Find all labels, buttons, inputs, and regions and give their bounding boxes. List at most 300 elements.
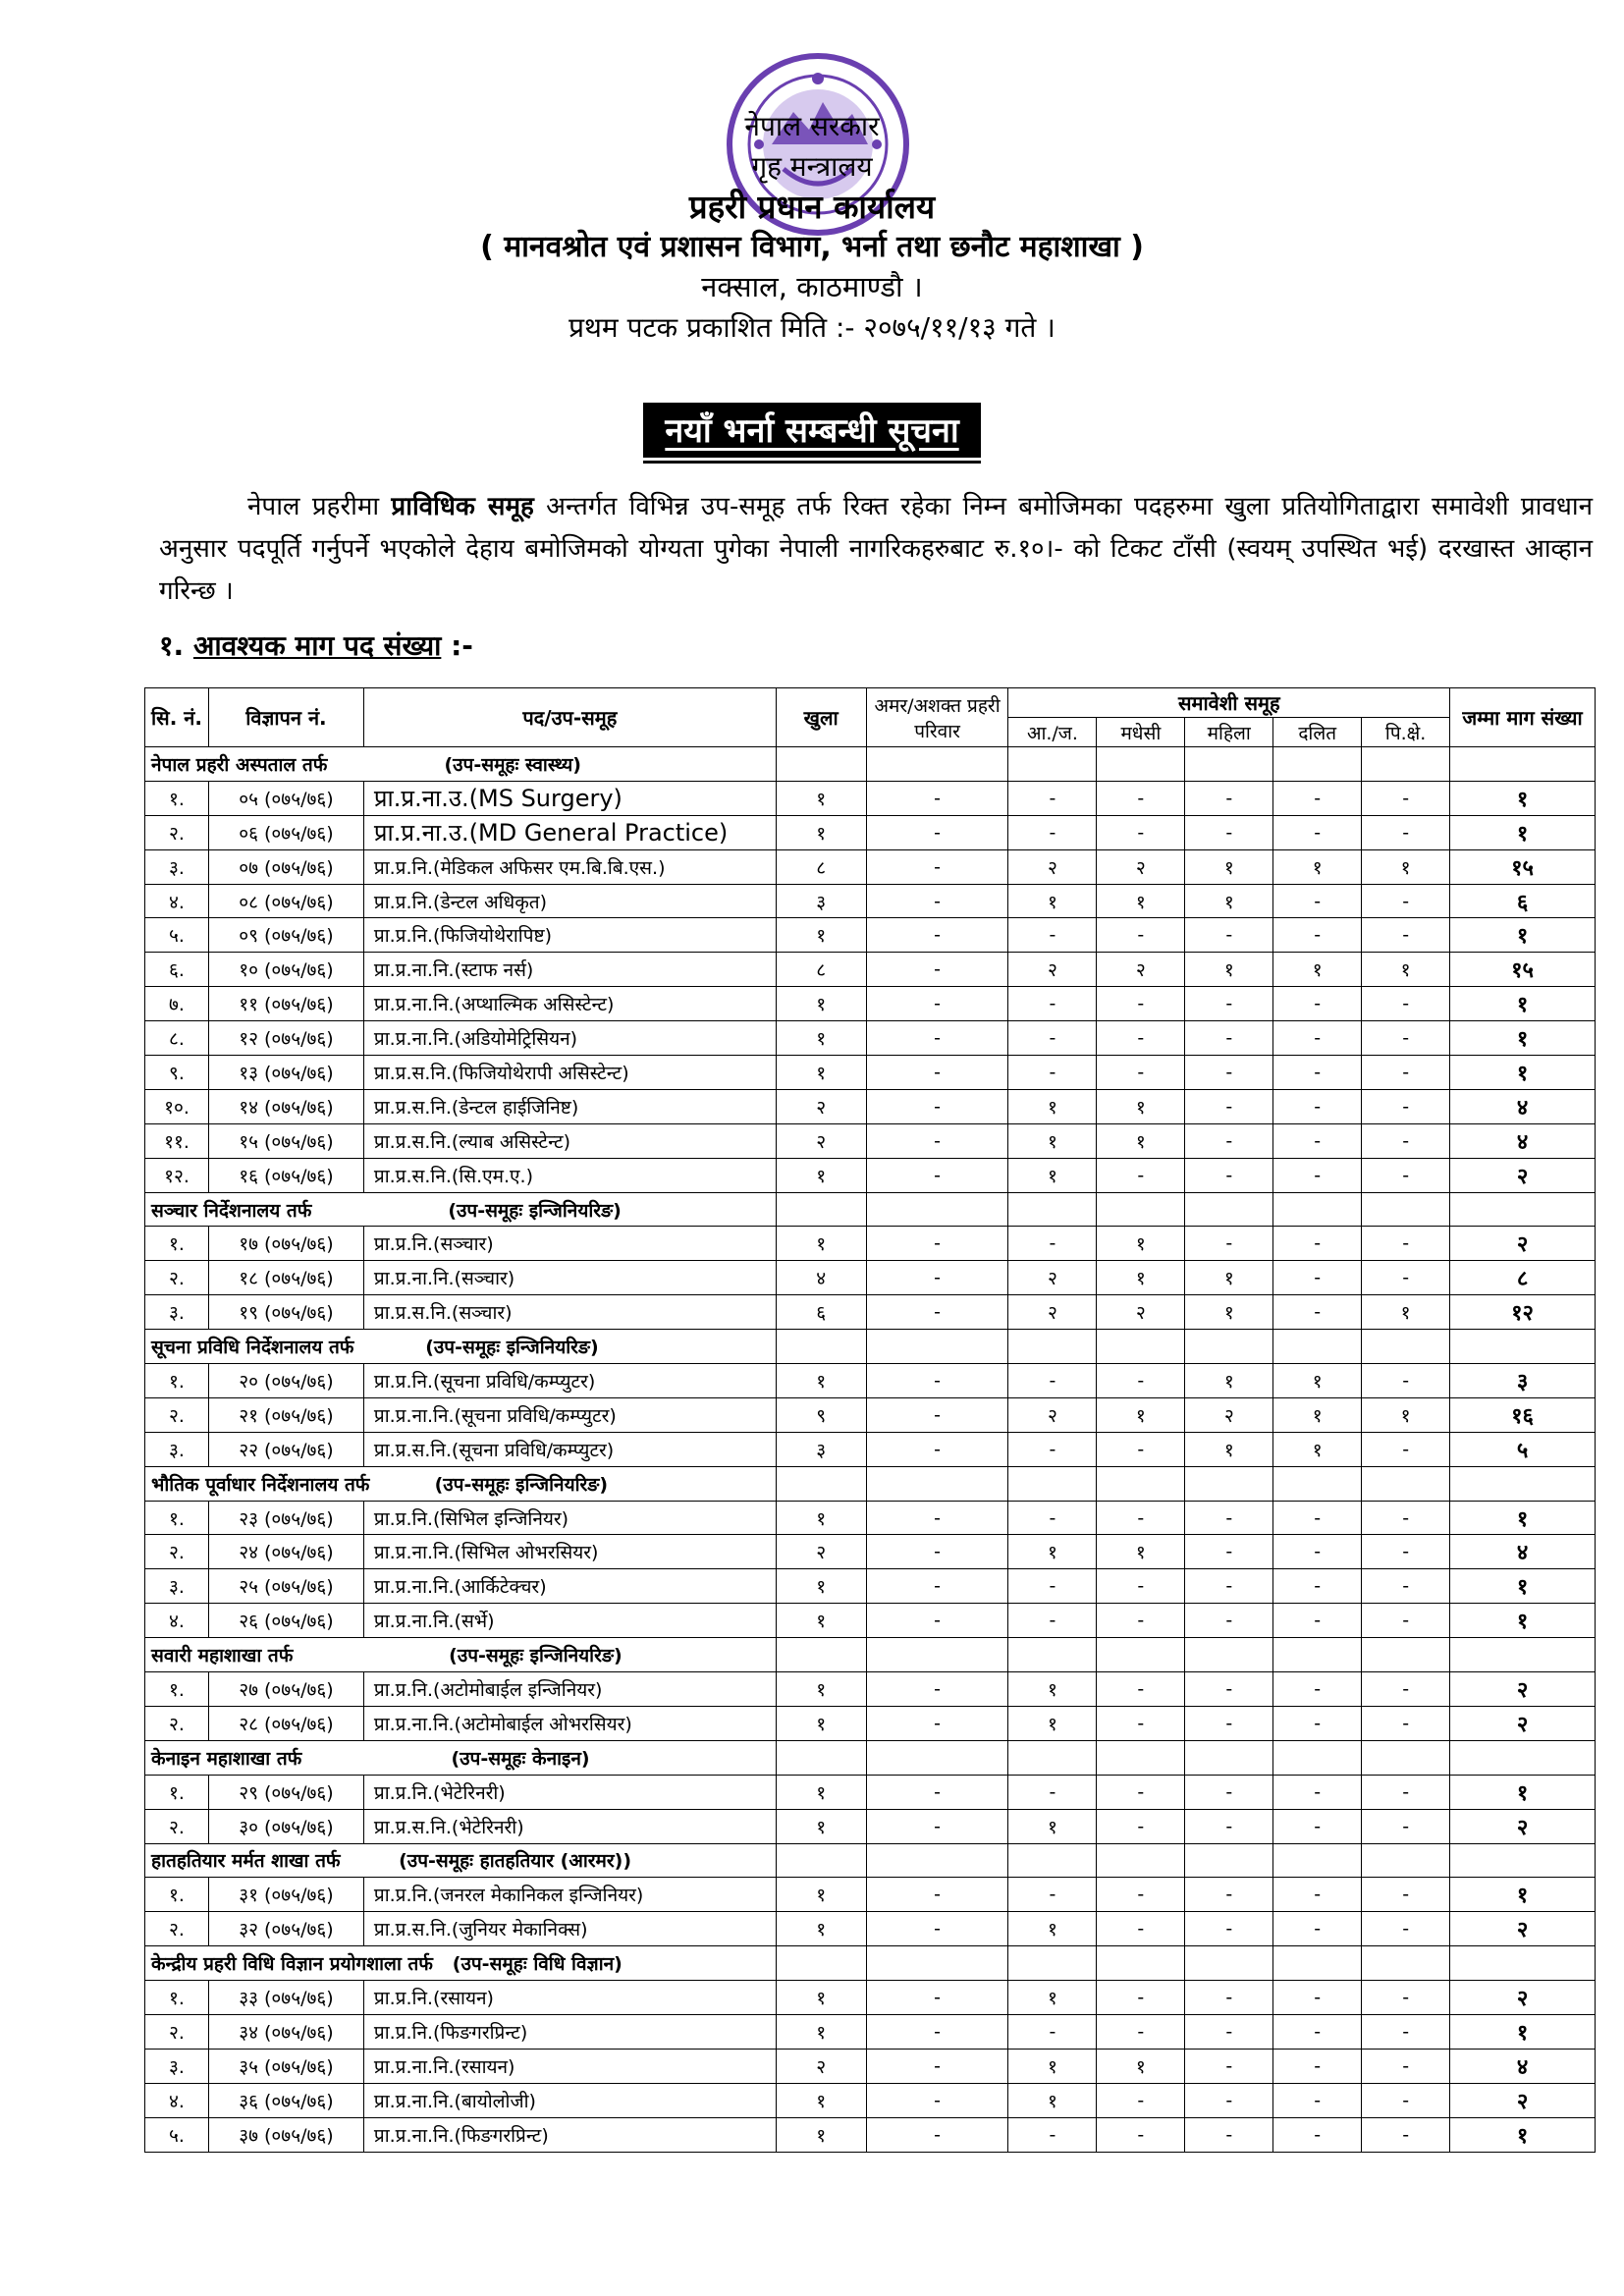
pichhe-cell: १ <box>1362 1295 1450 1330</box>
group-empty-cell <box>1273 1946 1362 1981</box>
group-name: सूचना प्रविधि निर्देशनालय तर्फ (उप-समूहः इन्जिनियरिङ) <box>145 1330 777 1364</box>
dalit-cell: - <box>1273 2049 1362 2083</box>
aj-cell: १ <box>1008 1981 1097 2015</box>
group-empty-cell <box>1008 1466 1097 1501</box>
mahila-cell: - <box>1185 1535 1273 1569</box>
post-cell: प्रा.प्र.स.नि.(सि.एम.ए.) <box>363 1158 776 1192</box>
adno-cell: १४ (०७५/७६) <box>208 1089 363 1123</box>
pichhe-cell: - <box>1362 1672 1450 1707</box>
intro-bold-text: प्राविधिक समूह <box>391 492 534 521</box>
pichhe-cell: - <box>1362 1604 1450 1638</box>
mahila-cell: - <box>1185 2014 1273 2049</box>
adno-cell: १० (०७५/७६) <box>208 953 363 987</box>
group-empty-cell <box>866 1466 1008 1501</box>
dalit-cell: - <box>1273 1158 1362 1192</box>
pichhe-cell: १ <box>1362 1397 1450 1432</box>
adno-cell: १८ (०७५/७६) <box>208 1261 363 1295</box>
dalit-cell: - <box>1273 2014 1362 2049</box>
mahila-cell: १ <box>1185 849 1273 884</box>
dalit-cell: - <box>1273 1123 1362 1158</box>
madhesi-cell: - <box>1097 1878 1185 1912</box>
section-title <box>159 627 473 664</box>
madhesi-cell: - <box>1097 1501 1185 1535</box>
sn-cell: २. <box>145 1261 209 1295</box>
group-empty-cell <box>1362 1330 1450 1364</box>
total-cell: ४ <box>1450 1123 1596 1158</box>
total-cell: ३ <box>1450 1364 1596 1398</box>
group-name: नेपाल प्रहरी अस्पताल तर्फ (उप-समूहः स्वास्थ्य) <box>145 747 777 782</box>
group-empty-cell <box>1097 1638 1185 1672</box>
total-cell: १ <box>1450 1878 1596 1912</box>
group-empty-cell <box>1008 1843 1097 1878</box>
group-empty-cell <box>1273 1192 1362 1227</box>
group-empty-cell <box>1273 1638 1362 1672</box>
group-empty-cell <box>1185 747 1273 782</box>
mahila-cell: - <box>1185 987 1273 1021</box>
group-empty-cell <box>1097 1946 1185 1981</box>
pichhe-cell: - <box>1362 1089 1450 1123</box>
adno-cell: २२ (०७५/७६) <box>208 1432 363 1466</box>
madhesi-cell: - <box>1097 1775 1185 1809</box>
group-empty-cell <box>1450 747 1596 782</box>
mahila-cell: - <box>1185 2049 1273 2083</box>
madhesi-cell: १ <box>1097 1397 1185 1432</box>
madhesi-cell: - <box>1097 1021 1185 1056</box>
sn-cell: ३. <box>145 2049 209 2083</box>
amar-cell: - <box>866 1261 1008 1295</box>
adno-cell: ०७ (०७५/७६) <box>208 849 363 884</box>
amar-cell: - <box>866 1706 1008 1740</box>
pichhe-cell: - <box>1362 1535 1450 1569</box>
total-cell: २ <box>1450 1227 1596 1261</box>
dalit-cell: - <box>1273 1775 1362 1809</box>
open-cell: १ <box>776 1912 866 1946</box>
dalit-cell: १ <box>1273 849 1362 884</box>
open-cell: ८ <box>776 849 866 884</box>
sn-cell: २. <box>145 815 209 849</box>
sn-cell: १. <box>145 1672 209 1707</box>
aj-cell: १ <box>1008 884 1097 918</box>
table-row <box>145 1912 1596 1946</box>
open-cell: ३ <box>776 884 866 918</box>
group-name: केन्द्रीय प्रहरी विधि विज्ञान प्रयोगशाला तर्फ (उप-समूहः विधि विज्ञान) <box>145 1946 777 1981</box>
group-empty-cell <box>1097 1843 1185 1878</box>
open-cell: ६ <box>776 1295 866 1330</box>
amar-cell: - <box>866 1809 1008 1843</box>
adno-cell: ०६ (०७५/७६) <box>208 815 363 849</box>
group-empty-cell <box>866 1740 1008 1775</box>
post-cell: प्रा.प्र.नि.(फिङगरप्रिन्ट) <box>363 2014 776 2049</box>
open-cell: १ <box>776 987 866 1021</box>
sn-cell: १. <box>145 1878 209 1912</box>
post-cell: प्रा.प्र.ना.उ.(MS Surgery) <box>363 781 776 815</box>
col-header-sn: सि. नं. <box>145 688 209 747</box>
table-row <box>145 1158 1596 1192</box>
post-cell: प्रा.प्र.नि.(डेन्टल अधिकृत) <box>363 884 776 918</box>
amar-cell: - <box>866 1912 1008 1946</box>
adno-cell: ३२ (०७५/७६) <box>208 1912 363 1946</box>
madhesi-cell: १ <box>1097 1089 1185 1123</box>
header-publish-date: प्रथम पटक प्रकाशित मिति :- २०७५/११/१३ गते । <box>568 311 1056 344</box>
mahila-cell: - <box>1185 1809 1273 1843</box>
post-cell: प्रा.प्र.स.नि.(ल्याब असिस्टेन्ट) <box>363 1123 776 1158</box>
group-empty-cell <box>1273 1740 1362 1775</box>
madhesi-cell: - <box>1097 1809 1185 1843</box>
header-department: ( मानवश्रोत एवं प्रशासन विभाग, भर्ना तथा छनौट महाशाखा ) <box>480 230 1144 264</box>
post-cell: प्रा.प्र.ना.नि.(अडियोमेट्रिसियन) <box>363 1021 776 1056</box>
group-empty-cell <box>776 1843 866 1878</box>
table-row <box>145 2049 1596 2083</box>
madhesi-cell: १ <box>1097 884 1185 918</box>
col-header-amar: अमर/अशक्त प्रहरी परिवार <box>866 688 1008 747</box>
table-row <box>145 1775 1596 1809</box>
open-cell: १ <box>776 2083 866 2117</box>
aj-cell: १ <box>1008 1912 1097 1946</box>
madhesi-cell: १ <box>1097 1227 1185 1261</box>
pichhe-cell: - <box>1362 1364 1450 1398</box>
group-empty-cell <box>1362 1466 1450 1501</box>
open-cell: १ <box>776 1981 866 2015</box>
aj-cell: - <box>1008 987 1097 1021</box>
adno-cell: २६ (०७५/७६) <box>208 1604 363 1638</box>
adno-cell: ३५ (०७५/७६) <box>208 2049 363 2083</box>
madhesi-cell: - <box>1097 1569 1185 1604</box>
madhesi-cell: - <box>1097 781 1185 815</box>
mahila-cell: - <box>1185 1706 1273 1740</box>
adno-cell: ३४ (०७५/७६) <box>208 2014 363 2049</box>
group-empty-cell <box>1273 1466 1362 1501</box>
amar-cell: - <box>866 884 1008 918</box>
total-cell: २ <box>1450 2083 1596 2117</box>
dalit-cell: - <box>1273 1295 1362 1330</box>
table-row <box>145 2014 1596 2049</box>
sn-cell: १. <box>145 1775 209 1809</box>
open-cell: ४ <box>776 1261 866 1295</box>
post-cell: प्रा.प्र.नि.(अटोमोबाईल इन्जिनियर) <box>363 1672 776 1707</box>
pichhe-cell: - <box>1362 918 1450 953</box>
amar-cell: - <box>866 1535 1008 1569</box>
open-cell: १ <box>776 918 866 953</box>
amar-cell: - <box>866 1604 1008 1638</box>
group-empty-cell <box>1450 1638 1596 1672</box>
post-cell: प्रा.प्र.ना.उ.(MD General Practice) <box>363 815 776 849</box>
dalit-cell: - <box>1273 884 1362 918</box>
dalit-cell: १ <box>1273 953 1362 987</box>
table-row <box>145 1706 1596 1740</box>
group-name: सवारी महाशाखा तर्फ (उप-समूहः इन्जिनियरिङ) <box>145 1638 777 1672</box>
dalit-cell: - <box>1273 815 1362 849</box>
group-empty-cell <box>1450 1740 1596 1775</box>
table-row <box>145 1295 1596 1330</box>
total-cell: ४ <box>1450 1089 1596 1123</box>
total-cell: १ <box>1450 1501 1596 1535</box>
group-empty-cell <box>1185 1330 1273 1364</box>
col-header-post: पद/उप-समूह <box>363 688 776 747</box>
post-cell: प्रा.प्र.ना.नि.(बायोलोजी) <box>363 2083 776 2117</box>
total-cell: १२ <box>1450 1295 1596 1330</box>
sn-cell: ४. <box>145 884 209 918</box>
pichhe-cell: १ <box>1362 849 1450 884</box>
mahila-cell: - <box>1185 815 1273 849</box>
dalit-cell: - <box>1273 1878 1362 1912</box>
open-cell: १ <box>776 1775 866 1809</box>
total-cell: १ <box>1450 2014 1596 2049</box>
table-row <box>145 1809 1596 1843</box>
open-cell: १ <box>776 815 866 849</box>
group-empty-cell <box>866 1638 1008 1672</box>
pichhe-cell: - <box>1362 1809 1450 1843</box>
total-cell: १५ <box>1450 849 1596 884</box>
adno-cell: ३७ (०७५/७६) <box>208 2117 363 2152</box>
dalit-cell: - <box>1273 918 1362 953</box>
total-cell: १५ <box>1450 953 1596 987</box>
mahila-cell: - <box>1185 1123 1273 1158</box>
adno-cell: १६ (०७५/७६) <box>208 1158 363 1192</box>
dalit-cell: - <box>1273 1604 1362 1638</box>
total-cell: १ <box>1450 1056 1596 1090</box>
open-cell: १ <box>776 1158 866 1192</box>
mahila-cell: - <box>1185 1089 1273 1123</box>
dalit-cell: १ <box>1273 1397 1362 1432</box>
adno-cell: ३० (०७५/७६) <box>208 1809 363 1843</box>
post-cell: प्रा.प्र.स.नि.(सञ्चार) <box>363 1295 776 1330</box>
madhesi-cell: १ <box>1097 1261 1185 1295</box>
amar-cell: - <box>866 1397 1008 1432</box>
sn-cell: ४. <box>145 1604 209 1638</box>
adno-cell: २७ (०७५/७६) <box>208 1672 363 1707</box>
aj-cell: - <box>1008 1432 1097 1466</box>
post-cell: प्रा.प्र.नि.(भेटेरिनरी) <box>363 1775 776 1809</box>
open-cell: १ <box>776 1364 866 1398</box>
total-cell: १६ <box>1450 1397 1596 1432</box>
mahila-cell: - <box>1185 781 1273 815</box>
amar-cell: - <box>866 849 1008 884</box>
table-row <box>145 1227 1596 1261</box>
table-row <box>145 1604 1596 1638</box>
madhesi-cell: - <box>1097 1364 1185 1398</box>
madhesi-cell: १ <box>1097 1535 1185 1569</box>
amar-cell: - <box>866 1056 1008 1090</box>
madhesi-cell: - <box>1097 987 1185 1021</box>
mahila-cell: - <box>1185 1775 1273 1809</box>
group-empty-cell <box>1362 1740 1450 1775</box>
sn-cell: १. <box>145 1501 209 1535</box>
open-cell: १ <box>776 2014 866 2049</box>
open-cell: १ <box>776 1227 866 1261</box>
group-empty-cell <box>1097 1740 1185 1775</box>
pichhe-cell: - <box>1362 1775 1450 1809</box>
sn-cell: ३. <box>145 1295 209 1330</box>
dalit-cell: १ <box>1273 1432 1362 1466</box>
group-empty-cell <box>1450 1466 1596 1501</box>
adno-cell: २१ (०७५/७६) <box>208 1397 363 1432</box>
amar-cell: - <box>866 1501 1008 1535</box>
adno-cell: २४ (०७५/७६) <box>208 1535 363 1569</box>
pichhe-cell: - <box>1362 1706 1450 1740</box>
amar-cell: - <box>866 1569 1008 1604</box>
amar-cell: - <box>866 1123 1008 1158</box>
table-row <box>145 781 1596 815</box>
adno-cell: ०९ (०७५/७६) <box>208 918 363 953</box>
table-row <box>145 849 1596 884</box>
section-number: १. <box>159 629 185 662</box>
dalit-cell: - <box>1273 1261 1362 1295</box>
post-cell: प्रा.प्र.नि.(सूचना प्रविधि/कम्प्युटर) <box>363 1364 776 1398</box>
section-title-text: आवश्यक माग पद संख्या <box>192 629 442 662</box>
adno-cell: १३ (०७५/७६) <box>208 1056 363 1090</box>
pichhe-cell: - <box>1362 2117 1450 2152</box>
mahila-cell: - <box>1185 1912 1273 1946</box>
group-empty-cell <box>1008 1330 1097 1364</box>
mahila-cell: १ <box>1185 1261 1273 1295</box>
sn-cell: १. <box>145 1364 209 1398</box>
open-cell: २ <box>776 1089 866 1123</box>
madhesi-cell: २ <box>1097 849 1185 884</box>
madhesi-cell: - <box>1097 1672 1185 1707</box>
pichhe-cell: - <box>1362 987 1450 1021</box>
aj-cell: - <box>1008 781 1097 815</box>
open-cell: २ <box>776 2049 866 2083</box>
header-office: प्रहरी प्रधान कार्यालय <box>688 188 936 226</box>
sn-cell: ३. <box>145 849 209 884</box>
aj-cell: - <box>1008 815 1097 849</box>
aj-cell: २ <box>1008 953 1097 987</box>
amar-cell: - <box>866 1158 1008 1192</box>
group-empty-cell <box>1185 1843 1273 1878</box>
dalit-cell: - <box>1273 2117 1362 2152</box>
table-row <box>145 1397 1596 1432</box>
group-name: भौतिक पूर्वाधार निर्देशनालय तर्फ (उप-समूहः इन्जिनियरिङ) <box>145 1466 777 1501</box>
group-name: हातहतियार मर्मत शाखा तर्फ (उप-समूहः हातहतियार (आरमर)) <box>145 1843 777 1878</box>
pichhe-cell: - <box>1362 2049 1450 2083</box>
header-place: नक्साल, काठमाण्डौ । <box>701 270 923 303</box>
mahila-cell: - <box>1185 1604 1273 1638</box>
mahila-cell: - <box>1185 1021 1273 1056</box>
amar-cell: - <box>866 1021 1008 1056</box>
amar-cell: - <box>866 987 1008 1021</box>
adno-cell: ३३ (०७५/७६) <box>208 1981 363 2015</box>
group-empty-cell <box>866 747 1008 782</box>
mahila-cell: १ <box>1185 1295 1273 1330</box>
dalit-cell: - <box>1273 2083 1362 2117</box>
open-cell: १ <box>776 1604 866 1638</box>
madhesi-cell: - <box>1097 2083 1185 2117</box>
table-row <box>145 815 1596 849</box>
sn-cell: १. <box>145 1227 209 1261</box>
adno-cell: ०५ (०७५/७६) <box>208 781 363 815</box>
sn-cell: २. <box>145 1809 209 1843</box>
table-row <box>145 918 1596 953</box>
open-cell: १ <box>776 1672 866 1707</box>
madhesi-cell: - <box>1097 1912 1185 1946</box>
pichhe-cell: - <box>1362 1021 1450 1056</box>
dalit-cell: - <box>1273 987 1362 1021</box>
group-empty-cell <box>1008 1192 1097 1227</box>
aj-cell: - <box>1008 2117 1097 2152</box>
dalit-cell: - <box>1273 1501 1362 1535</box>
total-cell: ५ <box>1450 1432 1596 1466</box>
group-empty-cell <box>1273 1843 1362 1878</box>
amar-cell: - <box>866 815 1008 849</box>
aj-cell: २ <box>1008 849 1097 884</box>
aj-cell: - <box>1008 1056 1097 1090</box>
total-cell: १ <box>1450 781 1596 815</box>
aj-cell: १ <box>1008 1158 1097 1192</box>
madhesi-cell: - <box>1097 1706 1185 1740</box>
total-cell: १ <box>1450 1775 1596 1809</box>
madhesi-cell: - <box>1097 2014 1185 2049</box>
header-ministry: गृह मन्त्रालय <box>751 150 873 183</box>
amar-cell: - <box>866 1432 1008 1466</box>
mahila-cell: १ <box>1185 884 1273 918</box>
aj-cell: - <box>1008 1604 1097 1638</box>
intro-text-1: नेपाल प्रहरीमा <box>247 492 392 521</box>
group-empty-cell <box>1097 747 1185 782</box>
total-cell: १ <box>1450 815 1596 849</box>
adno-cell: १५ (०७५/७६) <box>208 1123 363 1158</box>
post-cell: प्रा.प्र.स.नि.(फिजियोथेरापी असिस्टेन्ट) <box>363 1056 776 1090</box>
amar-cell: - <box>866 1089 1008 1123</box>
pichhe-cell: - <box>1362 1501 1450 1535</box>
sn-cell: ६. <box>145 953 209 987</box>
table-row <box>145 987 1596 1021</box>
intro-paragraph <box>159 486 1593 613</box>
total-cell: १ <box>1450 1604 1596 1638</box>
amar-cell: - <box>866 1227 1008 1261</box>
post-cell: प्रा.प्र.नि.(फिजियोथेरापिष्ट) <box>363 918 776 953</box>
pichhe-cell: - <box>1362 1261 1450 1295</box>
group-empty-cell <box>776 747 866 782</box>
table-row <box>145 1878 1596 1912</box>
dalit-cell: - <box>1273 1021 1362 1056</box>
group-header-row <box>145 1330 1596 1364</box>
group-empty-cell <box>1097 1330 1185 1364</box>
mahila-cell: - <box>1185 1227 1273 1261</box>
pichhe-cell: - <box>1362 2083 1450 2117</box>
pichhe-cell: - <box>1362 1123 1450 1158</box>
open-cell: १ <box>776 2117 866 2152</box>
aj-cell: - <box>1008 2014 1097 2049</box>
amar-cell: - <box>866 953 1008 987</box>
col-header-pichhe: पि.क्षे. <box>1362 718 1450 747</box>
group-header-row <box>145 1843 1596 1878</box>
header-government: नेपाल सरकार <box>744 110 880 142</box>
vacancy-table-body <box>145 747 1596 2153</box>
group-header-row <box>145 1638 1596 1672</box>
total-cell: ४ <box>1450 1535 1596 1569</box>
dalit-cell: - <box>1273 1809 1362 1843</box>
total-cell: ६ <box>1450 884 1596 918</box>
group-empty-cell <box>1450 1843 1596 1878</box>
table-row <box>145 1261 1596 1295</box>
mahila-cell: १ <box>1185 953 1273 987</box>
adno-cell: ३१ (०७५/७६) <box>208 1878 363 1912</box>
total-cell: ४ <box>1450 2049 1596 2083</box>
madhesi-cell: - <box>1097 815 1185 849</box>
table-row <box>145 2117 1596 2152</box>
sn-cell: १. <box>145 1981 209 2015</box>
group-empty-cell <box>1008 1740 1097 1775</box>
amar-cell: - <box>866 2083 1008 2117</box>
aj-cell: - <box>1008 1878 1097 1912</box>
adno-cell: १२ (०७५/७६) <box>208 1021 363 1056</box>
open-cell: ९ <box>776 1397 866 1432</box>
intro-text-2: अन्तर्गत विभिन्न उप-समूह तर्फ रिक्त रहेका निम्न बमोजिमका पदहरुमा खुला प्रतियोगिताद्वारा समावेशी प्रावधान अनुसार पदपूर्ति गर्नुपर्ने भएकोले देहाय बमोजिमको योग्यता पुगेका नेपाली नागरिकहरुबाट रु.१०।- को टिकट टाँसी (स्वयम् उपस्थित भई) दरखास्त आव्हान गरिन्छ । <box>159 492 1593 606</box>
amar-cell: - <box>866 2117 1008 2152</box>
amar-cell: - <box>866 2014 1008 2049</box>
group-header-row <box>145 1740 1596 1775</box>
open-cell: १ <box>776 1569 866 1604</box>
